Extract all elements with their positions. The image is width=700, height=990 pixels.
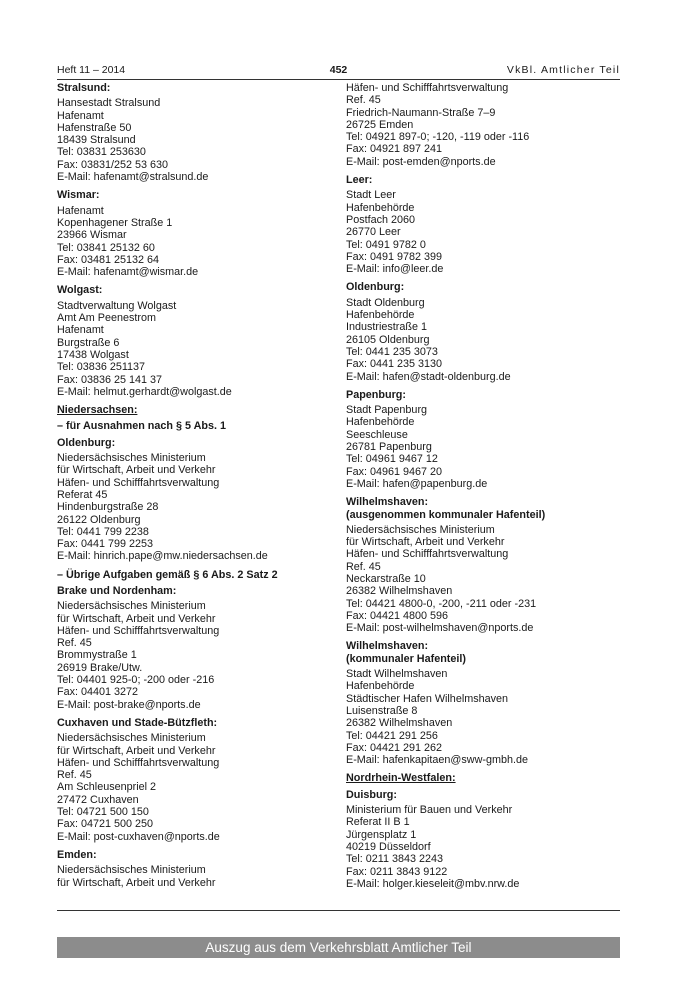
- address-entry: [346, 640, 591, 766]
- address-line: für Wirtschaft, Arbeit und Verkehr: [346, 536, 505, 549]
- address-line: Hafenbehörde: [346, 416, 415, 429]
- address-line: Hansestadt Stralsund: [57, 97, 161, 110]
- address-line: 26382 Wilhelmshaven: [346, 585, 453, 598]
- address-line: Häfen- und Schifffahrtsverwaltung: [346, 548, 509, 561]
- address-entry: [57, 189, 302, 278]
- address-line: 26770 Leer: [346, 226, 401, 239]
- address-line: 26122 Oldenburg: [57, 513, 141, 526]
- address-entry: [57, 284, 302, 398]
- address-line: Hindenburgstraße 28: [57, 501, 159, 514]
- address-line: Luisenstraße 8: [346, 704, 418, 717]
- address-entry: [57, 82, 302, 183]
- address-entry: [346, 281, 591, 382]
- address-entry: [57, 585, 302, 711]
- address-line: Häfen- und Schifffahrtsverwaltung: [346, 82, 509, 94]
- address-line: E-Mail: holger.kieseleit@mbv.nrw.de: [346, 877, 520, 890]
- address-line: 26105 Oldenburg: [346, 333, 430, 346]
- entry-title: Wilhelmshaven:: [346, 496, 429, 509]
- address-line: E-Mail: hafen@stadt-oldenburg.de: [346, 370, 511, 383]
- address-line: Fax: 0441 235 3130: [346, 358, 443, 371]
- address-line: Tel: 0211 3843 2243: [346, 853, 444, 866]
- address-line: Tel: 0441 799 2238: [57, 525, 149, 538]
- address-entry: [57, 437, 302, 563]
- left-column: [57, 82, 302, 895]
- address-line: Tel: 04401 925-0; -200 oder -216: [57, 674, 215, 687]
- address-line: Friedrich-Naumann-Straße 7–9: [346, 106, 496, 119]
- address-line: E-Mail: hafenamt@stralsund.de: [57, 171, 209, 184]
- address-line: 23966 Wismar: [57, 229, 127, 242]
- address-line: 26382 Wilhelmshaven: [346, 717, 453, 730]
- address-line: Hafenamt: [57, 324, 104, 337]
- entry-title: Emden:: [57, 848, 97, 861]
- entry-title: Oldenburg:: [346, 281, 405, 294]
- address-line: Tel: 04921 897-0; -120, -119 oder -116: [346, 131, 530, 144]
- address-line: E-Mail: helmut.gerhardt@wolgast.de: [57, 385, 232, 398]
- address-entry: [57, 849, 302, 889]
- section-heading-ausnahmen: – für Ausnahmen nach § 5 Abs. 1: [57, 420, 226, 433]
- address-line: E-Mail: info@leer.de: [346, 263, 444, 276]
- address-line: Fax: 03836 25 141 37: [57, 373, 163, 386]
- address-line: E-Mail: hinrich.pape@mw.niedersachsen.de: [57, 550, 268, 563]
- address-line: Häfen- und Schifffahrtsverwaltung: [57, 624, 220, 637]
- address-line: Referat II B 1: [346, 816, 410, 829]
- address-line: Hafenbehörde: [346, 680, 415, 693]
- address-entry: [57, 717, 302, 843]
- address-line: Fax: 03831/252 53 630: [57, 158, 169, 171]
- address-line: Ref. 45: [346, 560, 381, 573]
- address-line: Tel: 04421 4800-0, -200, -211 oder -231: [346, 597, 537, 610]
- address-line: Kopenhagener Straße 1: [57, 216, 173, 229]
- address-line: Tel: 0491 9782 0: [346, 238, 426, 251]
- address-line: 26725 Emden: [346, 118, 414, 131]
- address-line: Stadt Wilhelmshaven: [346, 668, 448, 681]
- address-line: Stadt Leer: [346, 189, 396, 202]
- address-line: Hafenstraße 50: [57, 121, 132, 134]
- page-number: 452: [329, 64, 348, 76]
- address-line: Amt Am Peenestrom: [57, 312, 157, 325]
- entry-title: Stralsund:: [57, 82, 111, 94]
- address-line: E-Mail: post-cuxhaven@nports.de: [57, 830, 220, 843]
- address-line: Seeschleuse: [346, 428, 408, 441]
- address-line: Am Schleusenpriel 2: [57, 781, 157, 794]
- address-line: Fax: 04921 897 241: [346, 143, 443, 156]
- address-line: Fax: 04961 9467 20: [346, 465, 443, 478]
- address-line: Häfen- und Schifffahrtsverwaltung: [57, 476, 220, 489]
- address-line: Hafenbehörde: [346, 201, 415, 214]
- address-line: Tel: 03831 253630: [57, 146, 146, 159]
- address-line: Tel: 04421 291 256: [346, 729, 438, 742]
- address-line: für Wirtschaft, Arbeit und Verkehr: [57, 612, 216, 625]
- address-line: Ref. 45: [57, 769, 92, 782]
- address-line: E-Mail: post-emden@nports.de: [346, 155, 496, 168]
- address-line: Niedersächsisches Ministerium: [346, 523, 495, 536]
- address-line: Jürgensplatz 1: [346, 828, 417, 841]
- address-line: Stadt Oldenburg: [346, 296, 425, 309]
- address-line: Fax: 0491 9782 399: [346, 250, 443, 263]
- address-line: E-Mail: post-brake@nports.de: [57, 698, 201, 711]
- address-line: 27472 Cuxhaven: [57, 793, 139, 806]
- address-line: Fax: 04421 291 262: [346, 741, 443, 754]
- address-line: Industriestraße 1: [346, 321, 428, 334]
- entry-title: Leer:: [346, 174, 373, 187]
- address-line: Postfach 2060: [346, 213, 416, 226]
- address-entry: [346, 389, 591, 490]
- address-line: Referat 45: [57, 488, 108, 501]
- entry-title: Wolgast:: [57, 284, 103, 297]
- issue-label: Heft 11 – 2014: [57, 64, 126, 76]
- address-line: Tel: 03841 25132 60: [57, 241, 155, 254]
- right-column: [346, 82, 591, 896]
- address-line: Niedersächsisches Ministerium: [57, 864, 206, 877]
- entry-title: Oldenburg:: [57, 436, 116, 449]
- address-line: Fax: 04421 4800 596: [346, 609, 449, 622]
- address-line: Stadtverwaltung Wolgast: [57, 299, 177, 312]
- address-line: 17438 Wolgast: [57, 348, 129, 361]
- address-line: E-Mail: hafenamt@wismar.de: [57, 266, 199, 279]
- address-line: Tel: 04961 9467 12: [346, 453, 438, 466]
- address-line: Häfen- und Schifffahrtsverwaltung: [57, 756, 220, 769]
- address-line: Fax: 04401 3272: [57, 686, 139, 699]
- address-line: Niedersächsisches Ministerium: [57, 732, 206, 745]
- address-line: Ref. 45: [57, 637, 92, 650]
- address-line: 26781 Papenburg: [346, 441, 432, 454]
- address-line: Burgstraße 6: [57, 336, 120, 349]
- state-heading-niedersachsen: Niedersachsen:: [57, 404, 138, 417]
- entry-subtitle: (ausgenommen kommunaler Hafenteil): [346, 508, 546, 521]
- entry-subtitle: (kommunaler Hafenteil): [346, 652, 466, 665]
- page-header: [57, 63, 620, 77]
- address-line: E-Mail: hafen@papenburg.de: [346, 477, 488, 490]
- entry-title: Papenburg:: [346, 388, 406, 401]
- address-line: Hafenbehörde: [346, 309, 415, 322]
- address-line: Stadt Papenburg: [346, 404, 428, 417]
- journal-label: VkBl. Amtlicher Teil: [506, 64, 620, 76]
- footer-rule: [57, 910, 620, 911]
- address-entry: [346, 174, 591, 275]
- address-line: Brommystraße 1: [57, 649, 137, 662]
- entry-title: Wilhelmshaven:: [346, 640, 429, 653]
- entry-title: Cuxhaven und Stade-Bützfleth:: [57, 716, 218, 729]
- address-line: Ministerium für Bauen und Verkehr: [346, 804, 513, 817]
- entry-title: Brake und Nordenham:: [57, 584, 177, 597]
- address-line: Städtischer Hafen Wilhelmshaven: [346, 692, 509, 705]
- address-line: Tel: 04721 500 150: [57, 806, 149, 819]
- address-entry: [346, 496, 591, 634]
- address-line: Neckarstraße 10: [346, 572, 426, 585]
- header-rule: [57, 79, 620, 80]
- address-line: 40219 Düsseldorf: [346, 840, 431, 853]
- address-line: Fax: 0211 3843 9122: [346, 865, 448, 878]
- address-line: Hafenamt: [57, 109, 104, 122]
- address-line: Niedersächsisches Ministerium: [57, 600, 206, 613]
- address-line: Niedersächsisches Ministerium: [57, 452, 206, 465]
- entry-title: Duisburg:: [346, 788, 397, 801]
- address-line: E-Mail: hafenkapitaen@sww-gmbh.de: [346, 754, 528, 767]
- address-entry: [346, 789, 591, 890]
- address-line: Ref. 45: [346, 94, 381, 107]
- address-line: für Wirtschaft, Arbeit und Verkehr: [57, 876, 216, 889]
- address-line: für Wirtschaft, Arbeit und Verkehr: [57, 464, 216, 477]
- address-line: Fax: 0441 799 2253: [57, 538, 154, 551]
- section-heading-uebrige-aufgaben: – Übrige Aufgaben gemäß § 6 Abs. 2 Satz 2: [57, 568, 278, 581]
- address-line: Tel: 03836 251137: [57, 361, 146, 374]
- footer-banner: Auszug aus dem Verkehrsblatt Amtlicher Teil: [57, 937, 620, 958]
- address-line: Tel: 0441 235 3073: [346, 345, 438, 358]
- address-line: 18439 Stralsund: [57, 134, 136, 147]
- address-line: für Wirtschaft, Arbeit und Verkehr: [57, 744, 216, 757]
- address-line: Fax: 04721 500 250: [57, 818, 154, 831]
- address-line: Fax: 03481 25132 64: [57, 253, 160, 266]
- entry-title: Wismar:: [57, 189, 100, 202]
- state-heading-nrw: Nordrhein-Westfalen:: [346, 772, 456, 785]
- address-line: Hafenamt: [57, 204, 104, 217]
- address-entry-continuation: [346, 82, 591, 168]
- address-line: E-Mail: post-wilhelmshaven@nports.de: [346, 622, 534, 635]
- address-line: 26919 Brake/Utw.: [57, 661, 143, 674]
